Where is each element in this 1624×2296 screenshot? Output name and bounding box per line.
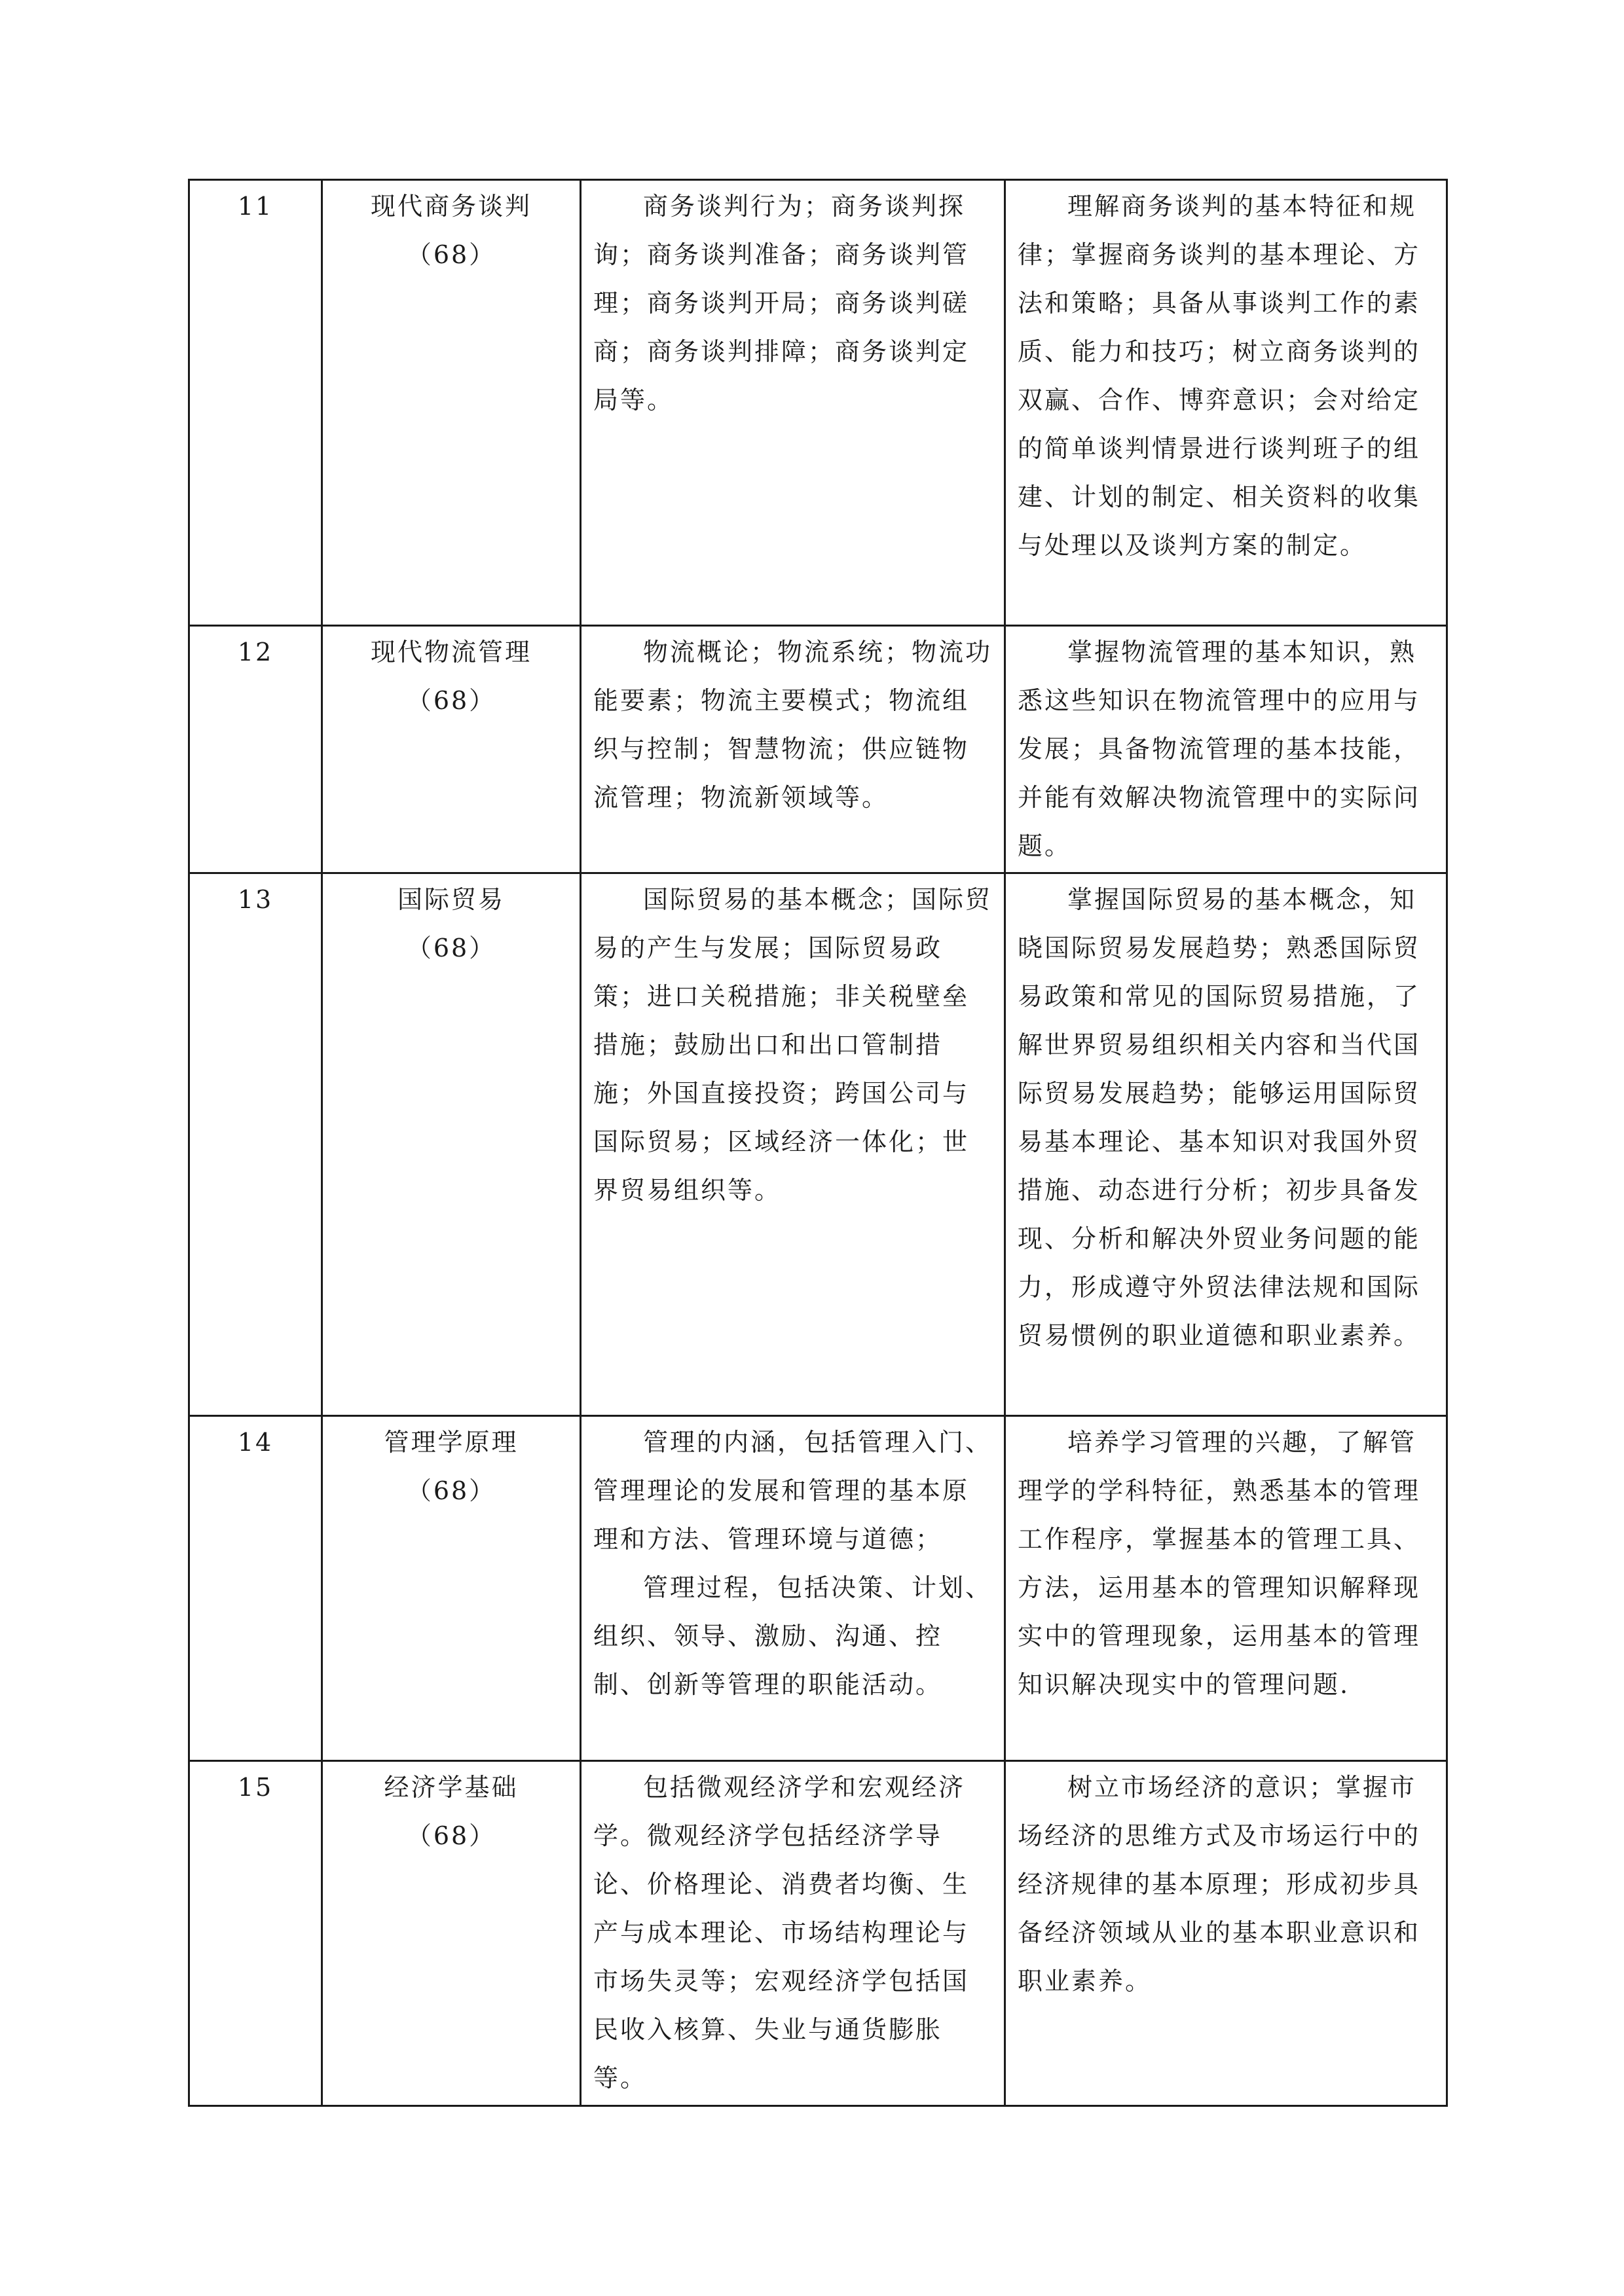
course-number: 15	[189, 1761, 322, 2106]
table-row	[189, 1416, 1447, 1761]
content-paragraph: 商务谈判行为；商务谈判探询；商务谈判准备；商务谈判管理；商务谈判开局；商务谈判磋商；商务谈判排障；商务谈判定局等。	[593, 192, 970, 414]
course-requirement	[1005, 626, 1447, 873]
table-row	[189, 180, 1447, 626]
requirement-paragraph: 理解商务谈判的基本特征和规律；掌握商务谈判的基本理论、方法和策略；具备从事谈判工作的素质、能力和技巧；树立商务谈判的双赢、合作、博弈意识；会对给定的简单谈判情景进行谈判班子的组建、计划的制定、相关资料的收集与处理以及谈判方案的制定。	[1018, 192, 1421, 560]
course-content	[581, 626, 1005, 873]
course-hours: （68）	[406, 240, 496, 269]
course-content	[581, 873, 1005, 1416]
course-name: 现代物流管理	[370, 638, 532, 666]
content-paragraph: 物流概论；物流系统；物流功能要素；物流主要模式；物流组织与控制；智慧物流；供应链物流管理；物流新领域等。	[593, 638, 993, 812]
course-name: 经济学基础	[384, 1773, 519, 1802]
content-paragraph: 包括微观经济学和宏观经济学。微观经济学包括经济学导论、价格理论、消费者均衡、生产与成本理论、市场结构理论与市场失灵等；宏观经济学包括国民收入核算、失业与通货膨胀等。	[593, 1773, 970, 2092]
course-requirement	[1005, 180, 1447, 626]
course-name-cell	[322, 626, 581, 873]
course-requirement	[1005, 873, 1447, 1416]
course-requirement	[1005, 1761, 1447, 2106]
course-name-cell	[322, 1416, 581, 1761]
content-paragraph: 管理的内涵，包括管理入门、管理理论的发展和管理的基本原理和方法、管理环境与道德；	[593, 1428, 993, 1554]
course-number: 12	[189, 626, 322, 873]
table-row	[189, 626, 1447, 873]
table-row	[189, 873, 1447, 1416]
table-row	[189, 1761, 1447, 2106]
course-table	[188, 179, 1448, 2107]
course-name-cell	[322, 1761, 581, 2106]
requirement-paragraph: 树立市场经济的意识；掌握市场经济的思维方式及市场运行中的经济规律的基本原理；形成初步具备经济领域从业的基本职业意识和职业素养。	[1018, 1773, 1421, 1995]
requirement-paragraph: 掌握国际贸易的基本概念，知晓国际贸易发展趋势；熟悉国际贸易政策和常见的国际贸易措施，了解世界贸易组织相关内容和当代国际贸易发展趋势；能够运用国际贸易基本理论、基本知识对我国外贸措施、动态进行分析；初步具备发现、分析和解决外贸业务问题的能力，形成遵守外贸法律法规和国际贸易惯例的职业道德和职业素养。	[1018, 885, 1421, 1350]
requirement-paragraph: 掌握物流管理的基本知识，熟悉这些知识在物流管理中的应用与发展；具备物流管理的基本技能，并能有效解决物流管理中的实际问题。	[1018, 638, 1421, 860]
course-name: 现代商务谈判	[370, 192, 532, 221]
course-number: 14	[189, 1416, 322, 1761]
course-number: 13	[189, 873, 322, 1416]
content-paragraph: 管理过程，包括决策、计划、组织、领导、激励、沟通、控制、创新等管理的职能活动。	[593, 1573, 993, 1699]
course-number: 11	[189, 180, 322, 626]
course-content	[581, 180, 1005, 626]
course-hours: （68）	[406, 686, 496, 715]
course-content	[581, 1761, 1005, 2106]
course-content	[581, 1416, 1005, 1761]
course-requirement	[1005, 1416, 1447, 1761]
course-hours: （68）	[406, 934, 496, 962]
course-hours: （68）	[406, 1476, 496, 1505]
course-name-cell	[322, 873, 581, 1416]
course-name: 管理学原理	[384, 1428, 519, 1457]
course-name-cell	[322, 180, 581, 626]
course-hours: （68）	[406, 1821, 496, 1850]
content-paragraph: 国际贸易的基本概念；国际贸易的产生与发展；国际贸易政策；进口关税措施；非关税壁垒措施；鼓励出口和出口管制措施；外国直接投资；跨国公司与国际贸易；区域经济一体化；世界贸易组织等。	[593, 885, 993, 1205]
requirement-paragraph: 培养学习管理的兴趣，了解管理学的学科特征，熟悉基本的管理工作程序，掌握基本的管理工具、方法，运用基本的管理知识解释现实中的管理现象，运用基本的管理知识解决现实中的管理问题.	[1018, 1428, 1421, 1699]
course-name: 国际贸易	[397, 885, 505, 914]
